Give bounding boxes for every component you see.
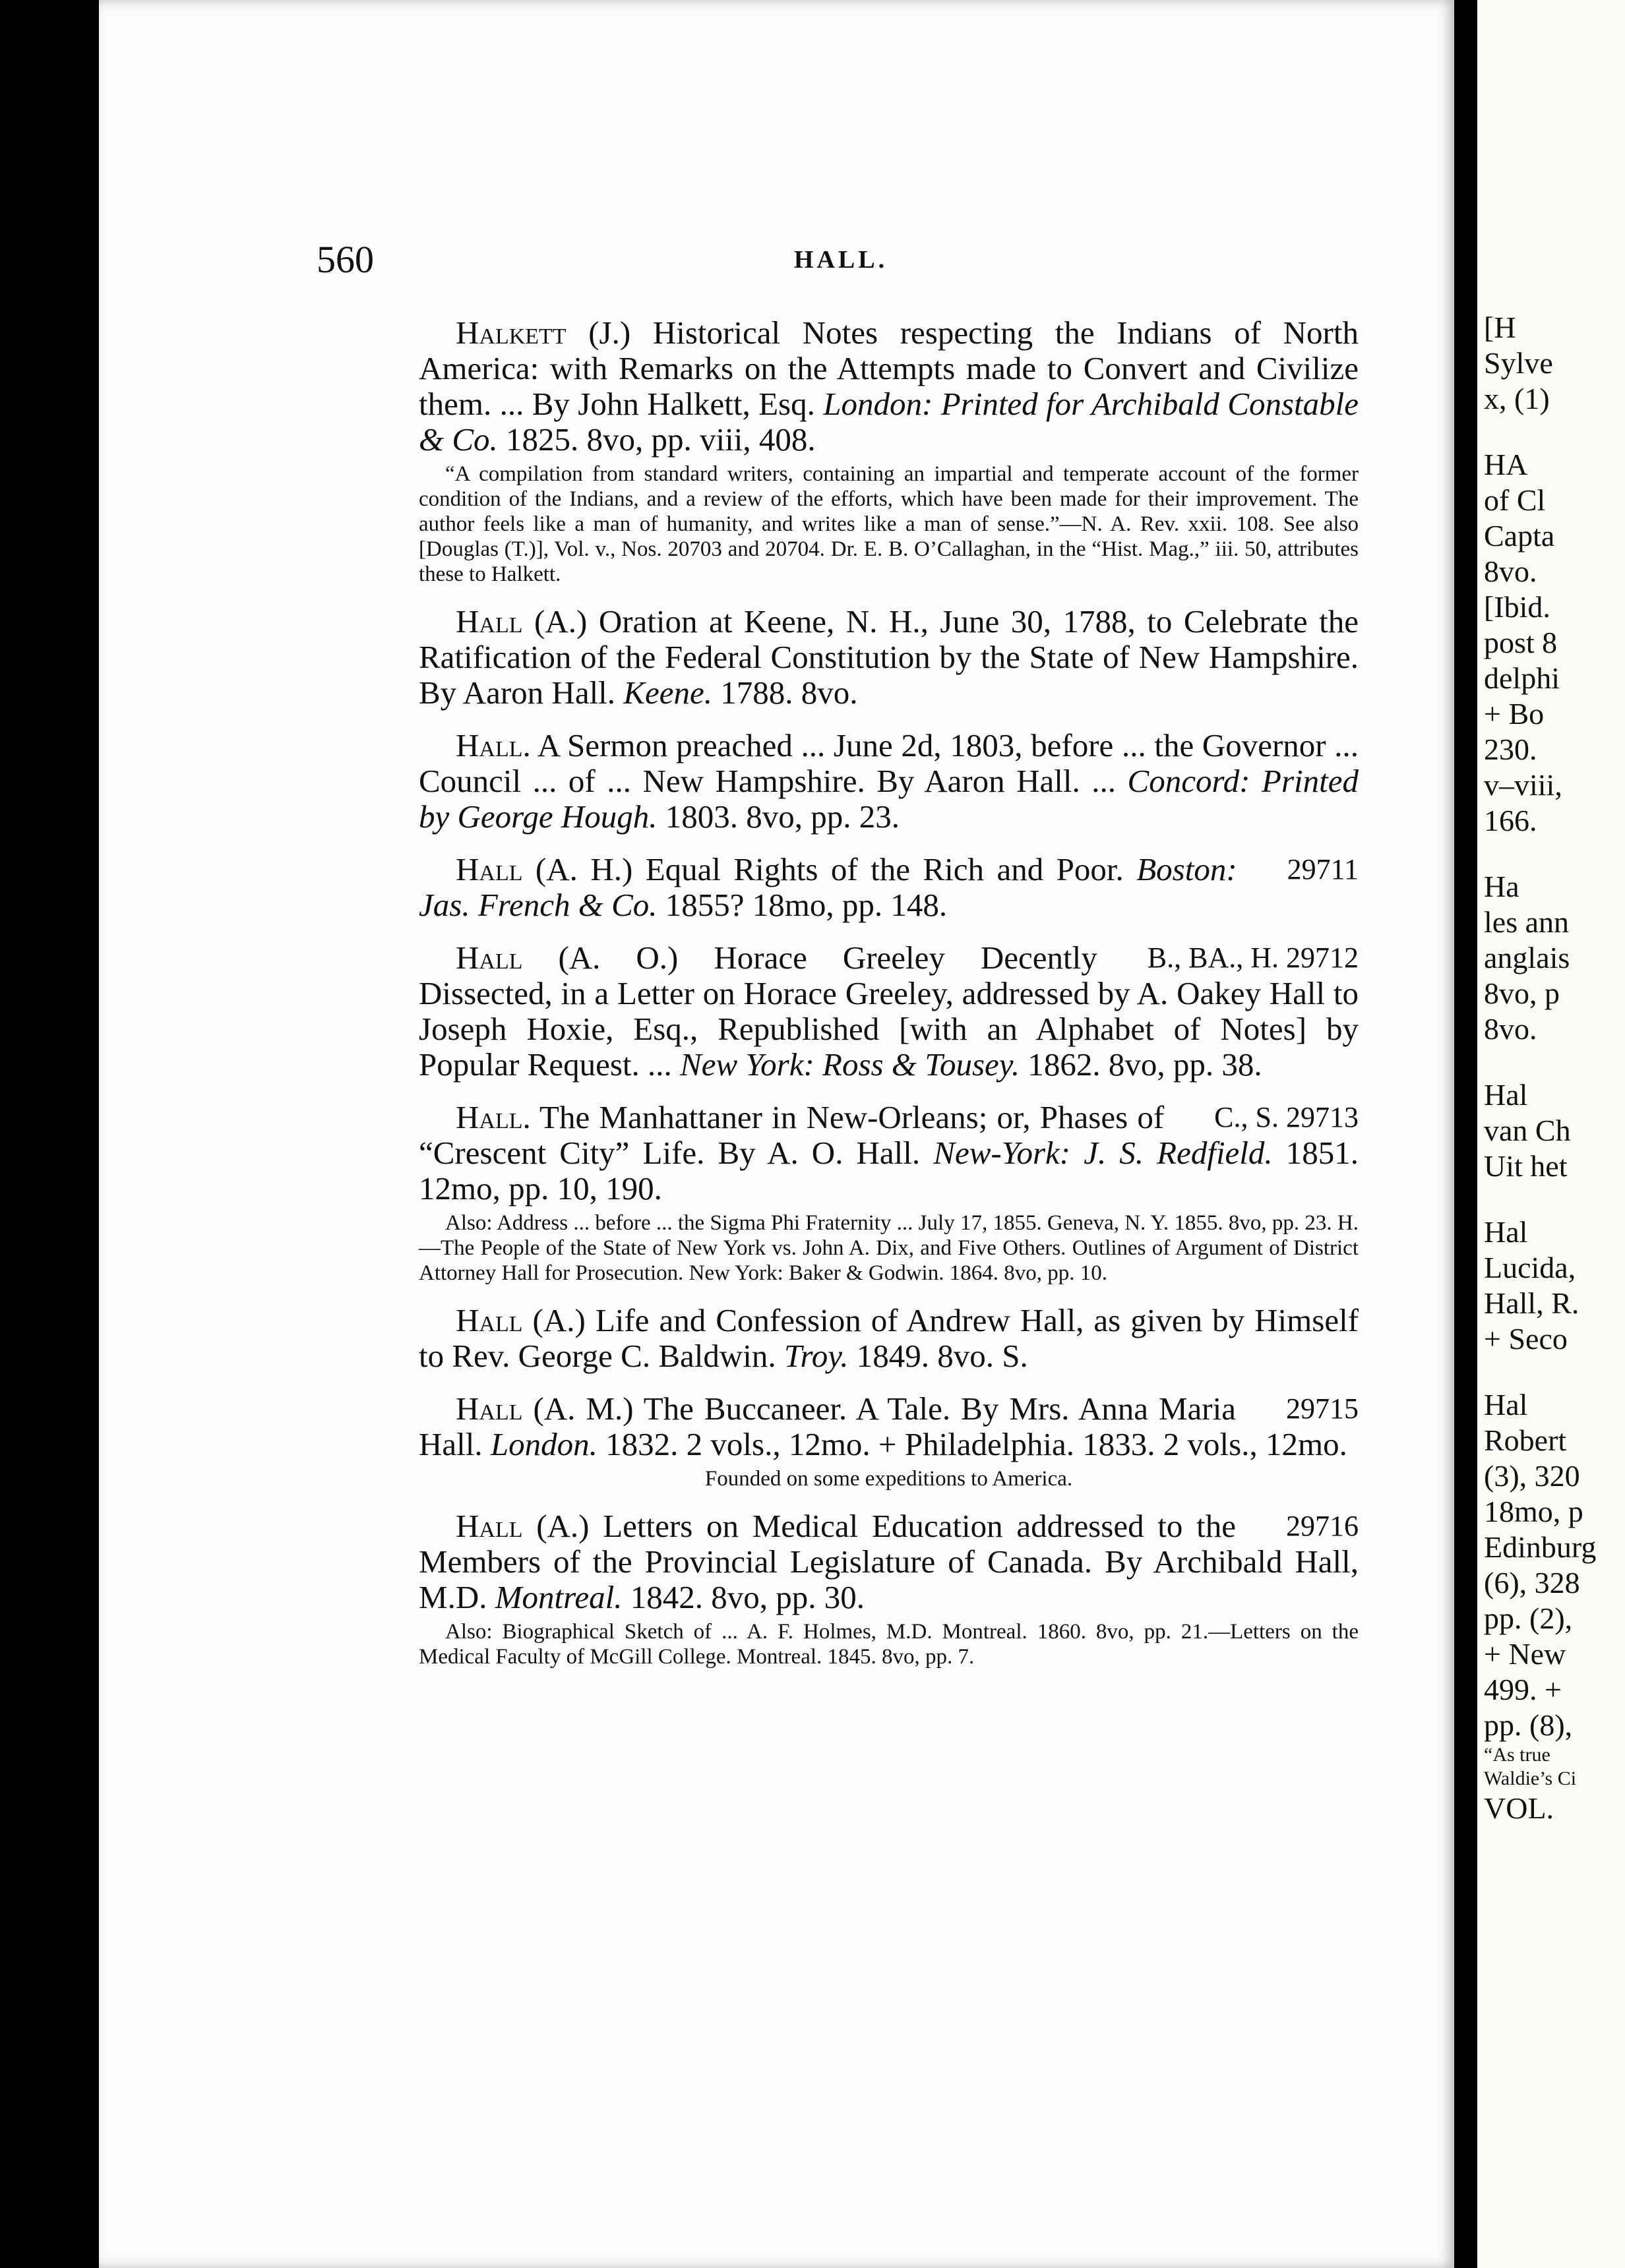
facing-page-line: Ha: [1484, 870, 1519, 903]
entry-heading: Halkett (J.): [456, 314, 631, 351]
entry-details: 1832. 2 vols., 12mo. + Philadelphia. 1833. 2 vols., 12mo.: [605, 1426, 1347, 1462]
facing-page-line: (6), 328: [1484, 1566, 1580, 1599]
facing-page: [1477, 0, 1625, 2268]
page-number: 560: [317, 238, 374, 281]
entry-body: [419, 1508, 1359, 1615]
entry: [419, 940, 1359, 1083]
entry-ref: 29716: [1286, 1510, 1359, 1542]
entry: [419, 1391, 1359, 1491]
facing-page-line: v–viii,: [1484, 768, 1562, 802]
entry-details: 1788. 8vo.: [720, 674, 858, 711]
entry: [419, 604, 1359, 711]
entry-details: 1849. 8vo. S.: [856, 1338, 1028, 1374]
entry-heading: Hall (A.): [456, 1508, 590, 1544]
facing-page-line: 230.: [1484, 732, 1537, 766]
facing-page-text: [1484, 310, 1625, 1826]
facing-page-line: + Seco: [1484, 1322, 1568, 1356]
entry-body: [419, 604, 1359, 711]
facing-page-line: Sylve: [1484, 346, 1553, 380]
entry-note: Founded on some expeditions to America.: [704, 1467, 1073, 1491]
entry-note: Also: Address ... before ... the Sigma Phi Fraternity ... July 17, 1855. Geneva, N. Y. 1855. 8vo, pp. 23. H.—The People of the State of New York vs. John A. Dix, and Five Others. Outlines of Argument of District Attorney Hall for Prosecution. New York: Baker & Godwin. 1864. 8vo, pp. 10.: [419, 1211, 1359, 1285]
entry-note: Also: Biographical Sketch of ... A. F. Holmes, M.D. Montreal. 1860. 8vo, pp. 21.—Letters on the Medical Faculty of McGill College. Montreal. 1845. 8vo, pp. 7.: [419, 1620, 1359, 1669]
entry-title: Horace Greeley Decently Dissected, in a Letter on Horace Greeley, addressed by A. Oakey Hall to Joseph Hoxie, Esq., Republished [with an Alphabet of Notes] by Popular Request. ...: [419, 940, 1359, 1083]
facing-page-line: of Cl: [1484, 483, 1546, 517]
facing-page-line: HA: [1484, 448, 1528, 481]
entry-heading: Hall (A. M.): [456, 1390, 634, 1427]
entry-imprint: Keene.: [623, 674, 712, 711]
facing-page-line: Hal: [1484, 1388, 1528, 1421]
entry-title: Life and Confession of Andrew Hall, as given by Himself to Rev. George C. Baldwin.: [419, 1302, 1359, 1374]
entry-body: [419, 1303, 1359, 1374]
entry-heading: Hall.: [456, 727, 531, 763]
facing-page-line: post 8: [1484, 626, 1558, 659]
book-gutter: [1454, 0, 1477, 2268]
facing-page-line: Hal: [1484, 1078, 1528, 1112]
facing-page-line: Robert: [1484, 1423, 1567, 1457]
entry-imprint: New York: Ross & Tousey.: [680, 1046, 1020, 1083]
entry-imprint: London.: [490, 1426, 598, 1462]
entry-heading: Hall (A.): [456, 1302, 586, 1338]
entry-details: 1862. 8vo, pp. 38.: [1027, 1046, 1262, 1083]
entry-note: “A compilation from standard writers, containing an impartial and temperate account of the former condition of the Indians, and a review of the efforts, which have been made for their improvement. The author feels like a man of humanity, and writes like a man of sense.”—N. A. Rev. xxii. 108. See also [Douglas (T.)], Vol. v., Nos. 20703 and 20704. Dr. E. B. O’Callaghan, in the “Hist. Mag.,” iii. 50, attributes these to Halkett.: [419, 462, 1359, 586]
facing-page-line: Hal: [1484, 1215, 1528, 1249]
entry-imprint: Boston: Jas. French & Co.: [419, 851, 1237, 923]
entry-imprint: New-York: J. S. Redfield.: [933, 1135, 1273, 1171]
facing-page-line: pp. (2),: [1484, 1601, 1573, 1635]
entry-imprint: Concord: Printed by George Hough.: [419, 763, 1359, 835]
entry-title: A Sermon preached ... June 2d, 1803, before ... the Governor ... Council ... of ... New Hampshire. By Aaron Hall. ...: [419, 727, 1359, 799]
facing-page-line: Capta: [1484, 519, 1555, 552]
facing-page-line: (3), 320: [1484, 1459, 1580, 1493]
facing-page-line: [H: [1484, 311, 1516, 344]
facing-page-line: Edinburg: [1484, 1530, 1597, 1564]
facing-page-line: + New: [1484, 1637, 1566, 1671]
entry-details: 1851. 12mo, pp. 10, 190.: [419, 1135, 1359, 1207]
facing-page-line: 8vo, p: [1484, 976, 1560, 1010]
facing-page-line: VOL.: [1484, 1791, 1554, 1825]
entry-details: 1803. 8vo, pp. 23.: [665, 798, 900, 835]
entry-details: 1842. 8vo, pp. 30.: [630, 1579, 865, 1615]
facing-page-line: Waldie’s Ci: [1484, 1768, 1577, 1789]
entry-title: The Manhattaner in New-Orleans; or, Phases of “Crescent City” Life. By A. O. Hall.: [419, 1099, 1165, 1171]
entry: [419, 728, 1359, 835]
facing-page-line: 8vo.: [1484, 1012, 1537, 1046]
facing-page-line: + Bo: [1484, 697, 1545, 731]
entry-details: 1825. 8vo, pp. viii, 408.: [506, 421, 816, 458]
entry-imprint: Troy.: [783, 1338, 849, 1374]
entry-heading: Hall.: [456, 1099, 531, 1135]
entry-ref: 29715: [1286, 1392, 1359, 1425]
entry-title: Oration at Keene, N. H., June 30, 1788, to Celebrate the Ratification of the Federal Constitution by the State of New Hampshire. By Aaron Hall.: [419, 603, 1359, 711]
scan-left-border: [0, 0, 99, 2268]
entry-body: [419, 1100, 1359, 1207]
entry-body: [419, 940, 1359, 1083]
entry-title: The Buccaneer. A Tale. By Mrs. Anna Maria Hall.: [419, 1390, 1236, 1462]
running-head: HALL.: [793, 246, 888, 274]
page-header: [317, 237, 1365, 281]
facing-page-line: delphi: [1484, 661, 1560, 695]
entry-body: [419, 1391, 1359, 1462]
facing-page-line: 8vo.: [1484, 554, 1537, 588]
entry: [419, 1303, 1359, 1374]
entry: [419, 852, 1359, 923]
entry-heading: Hall (A. H.): [456, 851, 633, 887]
facing-page-line: 18mo, p: [1484, 1495, 1583, 1528]
facing-page-line: Lucida,: [1484, 1251, 1576, 1284]
entry-ref: C., S. 29713: [1214, 1101, 1359, 1133]
facing-page-line: [Ibid.: [1484, 590, 1550, 624]
entry: [419, 1100, 1359, 1286]
entry-details: 1855? 18mo, pp. 148.: [665, 887, 948, 923]
catalog-entries: [419, 315, 1359, 1686]
entry-imprint: London: Printed for Archibald Constable & Co.: [419, 386, 1359, 458]
entry-ref: B., BA., H. 29712: [1147, 941, 1359, 974]
entry-body: [419, 315, 1359, 458]
facing-page-line: van Ch: [1484, 1114, 1571, 1147]
entry-body: [419, 852, 1359, 923]
facing-page-line: x, (1): [1484, 382, 1550, 415]
facing-page-line: pp. (8),: [1484, 1708, 1573, 1742]
facing-page-line: Uit het: [1484, 1149, 1568, 1183]
entry: [419, 1508, 1359, 1669]
entry-title: Equal Rights of the Rich and Poor.: [645, 851, 1124, 887]
facing-page-line: les ann: [1484, 905, 1570, 939]
entry-title: Letters on Medical Education addressed to the Members of the Provincial Legislature of Canada. By Archibald Hall, M.D.: [419, 1508, 1359, 1615]
entry-imprint: Montreal.: [495, 1579, 623, 1615]
facing-page-line: 499. +: [1484, 1673, 1562, 1706]
entry-body: [419, 728, 1359, 835]
facing-page-line: Hall, R.: [1484, 1286, 1579, 1320]
entry: [419, 315, 1359, 587]
facing-page-line: “As true: [1484, 1744, 1550, 1766]
facing-page-line: anglais: [1484, 941, 1570, 974]
entry-heading: Hall (A. O.): [456, 940, 679, 976]
facing-page-line: 166.: [1484, 804, 1537, 837]
entry-ref: 29711: [1287, 853, 1359, 885]
entry-heading: Hall (A.): [456, 603, 588, 640]
entry-title: Historical Notes respecting the Indians of North America: with Remarks on the Attempts made to Convert and Civilize them. ... By John Halkett, Esq.: [419, 314, 1359, 422]
